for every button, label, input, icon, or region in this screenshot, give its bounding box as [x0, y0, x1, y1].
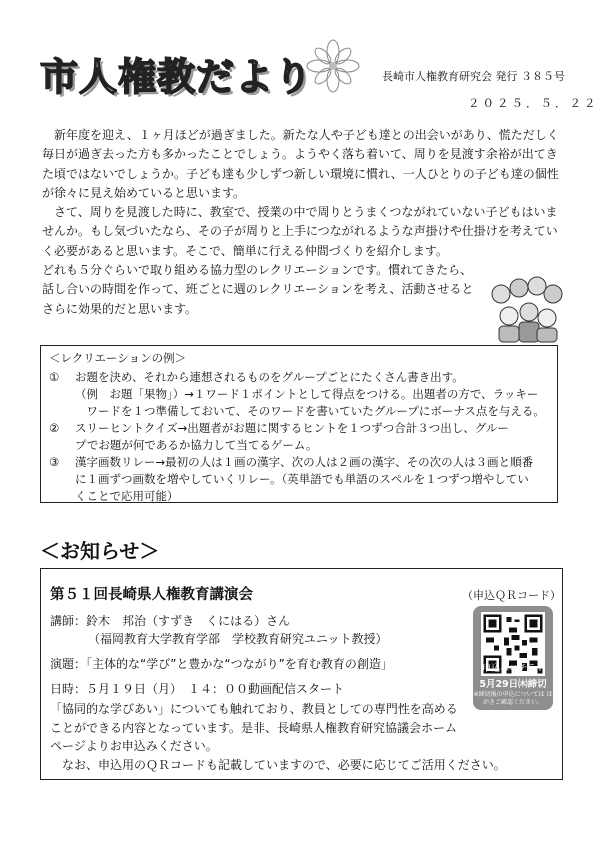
intro-paragraph: 新年度を迎え、１ヶ月ほどが過ぎました。新たな人や子ども達との出会いがあり、慌ただしく毎日が過ぎ去った方も多かったことでしょう。ようやく落ち着いて、周りを見渡す余裕が出てきた頃ではないでしょうか。子ども達も少しずつ新しい環境に慣れ、一人ひとりの子ども達の個性が徐々に見え始めていると思います。 [42, 128, 559, 200]
intro-paragraph: どれも５分ぐらいで取り組める協力型のレクリエーションです。慣れてきたら、 [42, 263, 473, 278]
recreation-item [49, 420, 549, 454]
recreation-item-number: ① [49, 370, 60, 384]
event-description-line: 「協同的な学びあい」についても触れており、教員としての専門性を高める [50, 702, 458, 716]
recreation-item-line: に１画ずつ画数を増やしていくリレー。（英単語でも単語のスペルを１つずつ増やしてい [75, 472, 529, 486]
recreation-item-number: ③ [49, 455, 60, 469]
qr-apply-here: 申込はコチラ↑ [482, 664, 544, 674]
recreation-item-line: スリーヒントクイズ→出題者がお題に関するヒントを１つずつ合計３つ出し、グルー [75, 421, 509, 435]
event-description-line: ページよりお申込みください。 [50, 739, 218, 753]
recreation-heading: ＜レクリエーションの例＞ [49, 351, 187, 365]
event-description-line: ことができる内容となっています。是非、長崎県人権教育研究協議会ホーム [50, 720, 458, 735]
newsletter-title: 市人権教だより [40, 55, 314, 99]
event-title: 第５１回長崎県人権教育講演会 [50, 587, 253, 603]
qr-label: （申込ＱＲコード） [462, 589, 561, 602]
intro-text [42, 126, 564, 319]
lecturer-affiliation: （福岡教育大学教育学部 学校教育研究ユニット教授） [88, 632, 388, 646]
recreation-item-line: くことで応用可能） [75, 489, 179, 503]
event-description-line: なお、申込用のＱＲコードも記載していますので、必要に応じてご活用ください。 [50, 757, 506, 772]
issue-date: ２０２５．５．２２ [468, 96, 599, 110]
qr-deadline: 5月29日㈭締切 [479, 679, 547, 690]
recreation-item-line: ワードを１つ準備しておいて、そのワードを書いていたグループにボーナス点を与える。 [75, 404, 545, 418]
flower-decoration-icon [305, 38, 361, 94]
recreation-item-line: プでお題が何であるか協力して当てるゲーム。 [75, 438, 318, 452]
qr-note: ※締切後の申込については はがきご確認ください。 [473, 691, 553, 706]
recreation-item-line: （例 お題「果物」）→１ワード１ポイントとして得点をつける。出題者の方で、ラッキー [75, 387, 539, 401]
recreation-item [49, 369, 549, 420]
lecturer-line: 講師：鈴木 邦治（すずき くにはる）さん [50, 614, 291, 628]
recreation-item-line: お題を決め、それから連想されるものをグループごとにたくさん書き出す。 [75, 370, 464, 384]
publisher-info: 長崎市人権教育研究会 発行 ３８５号 [382, 70, 565, 83]
intro-paragraph: さて、周りを見渡した時に、教室で、授業の中で周りとうまくつながれていない子どもはいませんか。もし気づいたなら、その子が周りと上手につながれるような声掛けや仕掛けを考えていく必要があると思います。そこで、簡単に行える仲間づくりを紹介します。 [42, 205, 558, 258]
recreation-item [49, 454, 549, 505]
recreation-item-line: 漢字画数リレー→最初の人は１画の漢字、次の人は２画の漢字、その次の人は３画と順番 [75, 455, 534, 469]
children-illustration-icon [487, 274, 567, 344]
topic-line: 演題：「主体的な“学び”と豊かな“つながり”を育む教育の創造」 [50, 657, 393, 671]
notice-heading: ＜お知らせ＞ [40, 539, 160, 563]
intro-paragraph: さらに効果的だと思います。 [42, 301, 198, 316]
schedule-line: 日時：５月１９日（月） １４：００動画配信スタート [50, 682, 345, 696]
recreation-item-number: ② [49, 421, 60, 435]
recreation-examples-box [40, 345, 558, 503]
intro-paragraph: 話し合いの時間を作って、班ごとに週のレクリエーションを考え、活動させると [42, 282, 474, 297]
event-description [50, 700, 560, 774]
